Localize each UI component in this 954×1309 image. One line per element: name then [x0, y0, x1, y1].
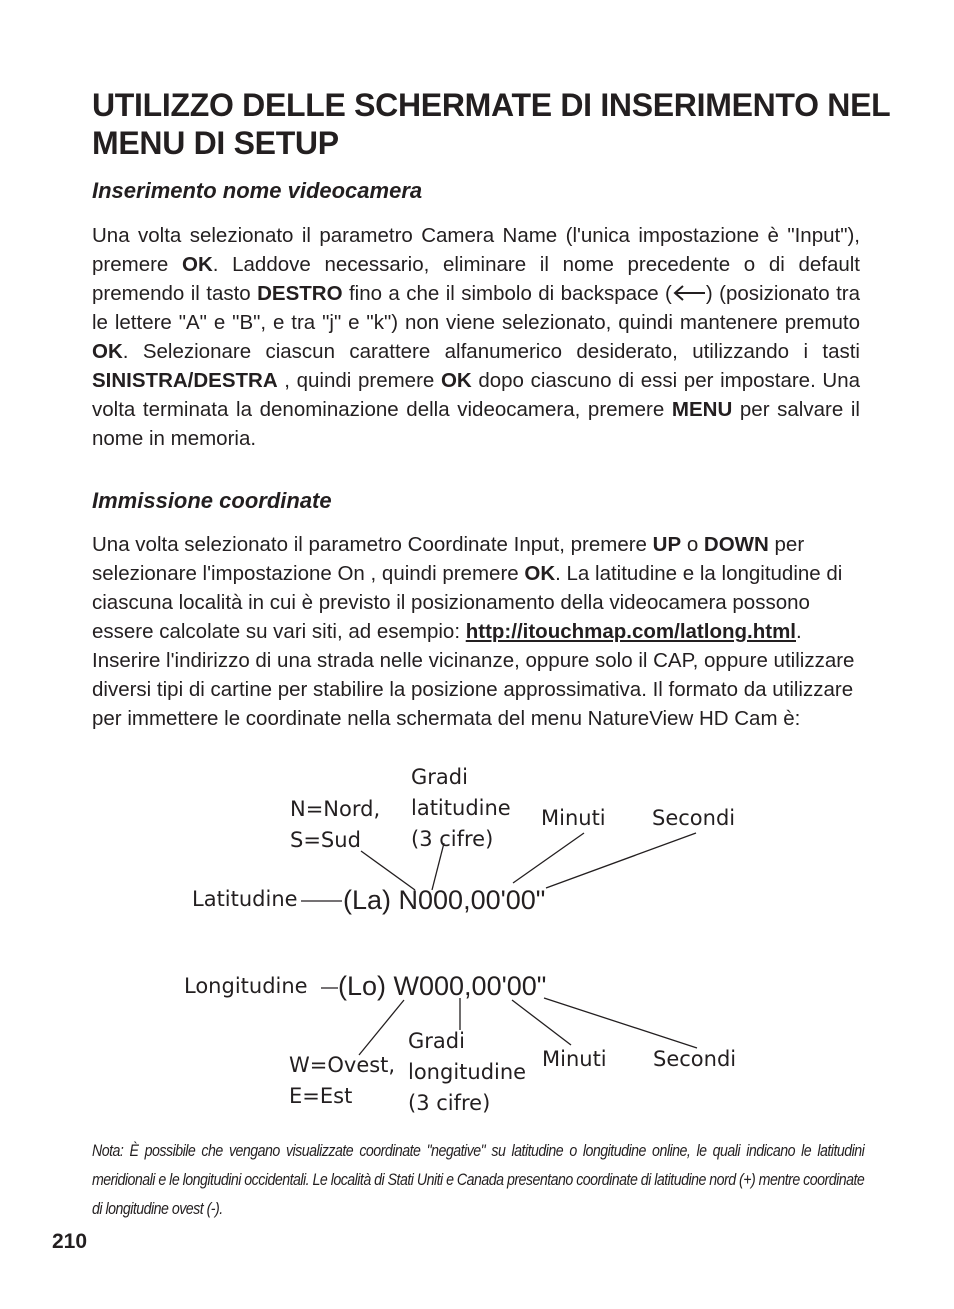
latlong-link[interactable]: http://itouchmap.com/latlong.html [465, 620, 796, 643]
lat-degrees-label-3: (3 cifre) [411, 827, 494, 851]
lon-we-label-1: W=Ovest, [289, 1053, 396, 1077]
camera-name-paragraph: Una volta selezionato il parametro Camera Name (l'unica impostazione è "Input"), premere OK. Laddove necessario, eliminare il nome precedente o di default premendo il tasto DESTRO fino a che il simbolo di backspace ( ) (posizionato tra le lettere "A" e "B", e tra "j" e "k") non viene selezionato, quindi mantenere premuto OK. Selezionare ciascun carattere alfanumerico desiderato, utilizzando i tasti SINISTRA/DESTRA , quindi premere OK dopo ciascuno di essi per impostare. Una volta terminata la denominazione della videocamera, premere MENU per salvare il nome in memoria. [92, 224, 861, 450]
section-heading-coordinates: Immissione coordinate [92, 488, 332, 513]
lon-degrees-label-3: (3 cifre) [408, 1091, 491, 1115]
lon-degrees-label-1: Gradi [408, 1029, 465, 1053]
lon-degrees-label-2: longitudine [408, 1060, 527, 1084]
lat-seconds-label: Secondi [652, 806, 736, 830]
latitude-label: Latitudine [192, 887, 298, 911]
lon-minutes-label: Minuti [542, 1047, 607, 1071]
latitude-format: (La) N000,00'00" [343, 885, 546, 915]
lon-seconds-label: Secondi [653, 1047, 737, 1071]
section-heading-camera-name: Inserimento nome videocamera [92, 178, 423, 203]
page-title: UTILIZZO DELLE SCHERMATE DI INSERIMENTO NEL MENU DI SETUP [92, 87, 890, 161]
lat-minutes-label: Minuti [541, 806, 606, 830]
page-number: 210 [52, 1230, 88, 1253]
longitude-label: Longitudine [184, 974, 308, 998]
lat-degrees-label-2: latitudine [411, 796, 511, 820]
left-arrow-icon [672, 285, 706, 301]
lat-degrees-label-1: Gradi [411, 765, 468, 789]
lon-we-label-2: E=Est [289, 1084, 353, 1108]
lat-ns-label-1: N=Nord, [290, 797, 381, 821]
footnote: Nota: È possibile che vengano visualizzate coordinate "negative" su latitudine o longitudine online, le quali indicano le latitudini meridionali e le longitudini occidentali. Le località di Stati Uniti e Canada presentano coordinate di latitudine nord (+) mentre coordinate di longitudine ovest (-). [92, 1142, 865, 1218]
coordinates-paragraph: Una volta selezionato il parametro Coordinate Input, premere UP o DOWN per selezionare l'impostazione On , quindi premere OK. La latitudine e la longitudine di ciascuna località in cui è previsto il posizionamento della videocamera possono essere calcolate su vari siti, ad esempio: http://itouchmap.com/latlong.html. Inserire l'indirizzo di una strada nelle vicinanze, oppure solo il CAP, oppure utilizzare diversi tipi di cartine per stabilire la posizione approssimativa. Il formato da utilizzare per immettere le coordinate nella schermata del menu NatureView HD Cam è: [92, 533, 855, 730]
longitude-format: (Lo) W000,00'00" [338, 971, 547, 1001]
lat-ns-label-2: S=Sud [290, 828, 361, 852]
